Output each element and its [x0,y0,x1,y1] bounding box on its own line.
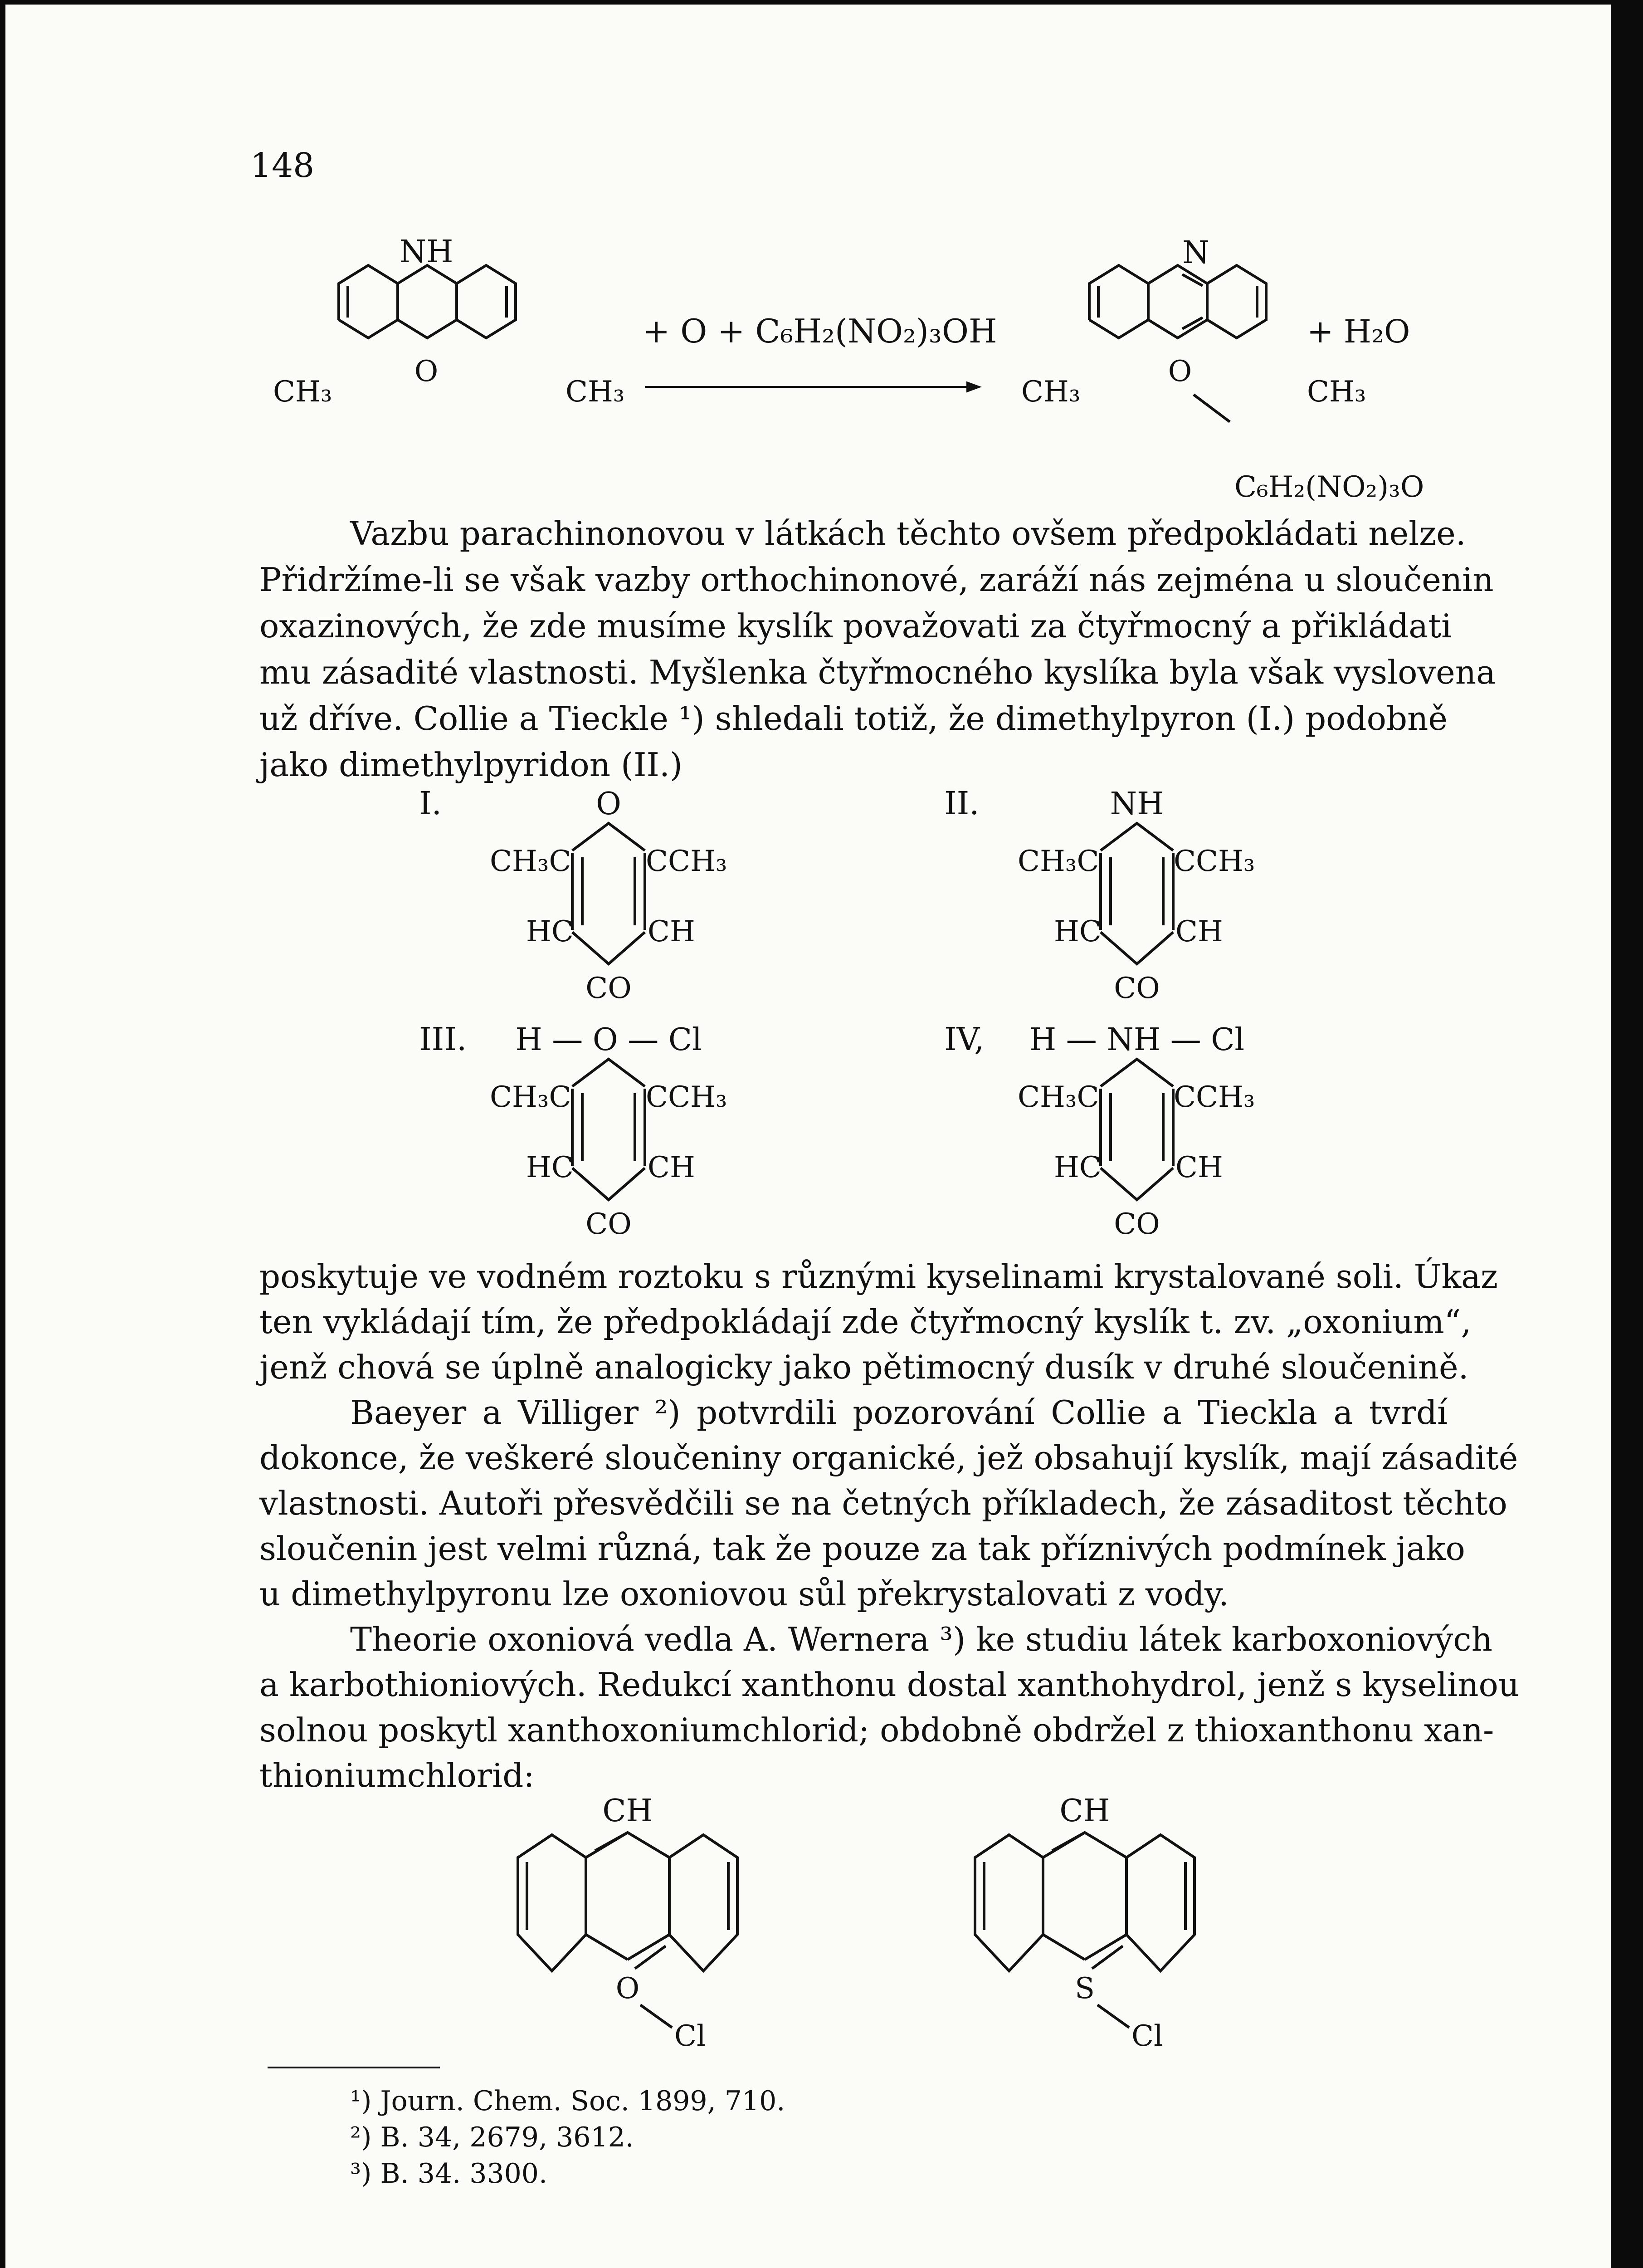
anion: Cl [674,2019,706,2053]
footnote-mark: ²) [350,2121,372,2153]
text-line: thioniumchlorid: [259,1756,535,1794]
ring-right: CCH₃ [1174,845,1255,878]
structure-label: I. [419,785,442,822]
ring-top: CH [1059,1793,1110,1829]
text-line: Vazbu parachinonovou v látkách těchto ovšem předpokládati nelze. [350,514,1466,552]
thioxanthonium-chloride [975,1793,1194,2053]
ring-left: CH₃C [1018,1080,1099,1114]
ring-hl: HC [1054,1151,1102,1184]
left-top-atom: NH [399,234,453,270]
footnote-1 [350,2087,785,2115]
ring-hr: CH [1175,1151,1223,1184]
ring-left: CH₃C [1018,845,1099,878]
ring-top: NH [1110,786,1164,822]
text-line: mu zásadité vlastnosti. Myšlenka čtyřmocného kyslíka byla však vyslovena [259,653,1496,691]
footnote-3 [350,2158,548,2190]
text-line: a karbothioniových. Redukcí xanthonu dostal xanthohydrol, jenž s kyselinou [259,1666,1520,1704]
structure-label: III. [419,1021,467,1058]
left-bottom-atom: O [414,355,439,388]
right-top-atom: N [1182,235,1209,271]
ring-left: CH₃C [490,845,571,878]
hetero-atom: S [1075,1972,1095,2005]
left-ch3-right: CH₃ [566,375,625,409]
text-line: ten vykládají tím, že předpokládají zde čtyřmocný kyslík t. zv. „oxonium“, [259,1303,1472,1341]
text-line: u dimethylpyronu lze oxoniovou sůl překrystalovati z vody. [259,1575,1229,1613]
right-ch3-left: CH₃ [1021,375,1081,409]
text-line: jako dimethylpyridon (II.) [259,746,683,784]
footnote-mark: ¹) [350,2085,372,2117]
page-number: 148 [250,146,315,185]
right-bottom-atom: O [1168,355,1192,388]
ring-bottom: CO [1114,1207,1160,1241]
text-line: poskytuje ve vodném roztoku s různými kyselinami krystalované soli. Úkaz [259,1257,1498,1295]
ring-bottom: CO [585,972,632,1005]
ring-top: O [596,786,621,822]
structure-label: IV, [944,1021,985,1058]
text-line: vlastnosti. Autoři přesvědčili se na četných příkladech, že zásaditost těchto [259,1484,1507,1522]
ring-right: CCH₃ [646,1080,727,1114]
text-line: Baeyer a Villiger ²) potvrdili pozorování Collie a Tieckla a tvrdí [350,1393,1448,1432]
text-line: jenž chová se úplně analogicky jako pětimocný dusík v druhé sloučenině. [259,1348,1469,1386]
text-line: Theorie oxoniová vedla A. Wernera ³) ke studiu látek karboxoniových [350,1620,1492,1658]
footnote-text: B. 34. 3300. [380,2158,548,2190]
xanthene-structures [5,5,1611,2268]
footnote-text: Journ. Chem. Soc. 1899, 710. [380,2085,785,2117]
page-sheet [5,5,1611,2268]
ring-right: CCH₃ [646,845,727,878]
text-line: oxazinových, že zde musíme kyslík považovati za čtyřmocný a přikládati [259,607,1452,645]
ring-hr: CH [648,915,695,948]
ring-right: CCH₃ [1174,1080,1255,1114]
byproduct: + H₂O [1307,313,1410,350]
ring-hl: HC [1054,915,1102,948]
ring-bottom: CO [1114,972,1160,1005]
structure-label: II. [944,785,980,822]
text-line: sloučenin jest velmi různá, tak že pouze za tak příznivých podmínek jako [259,1530,1465,1568]
footnote-2 [350,2121,634,2153]
reagent: + O + C₆H₂(NO₂)₃OH [643,312,997,350]
text-line: Přidržíme-li se však vazby orthochinonové, zaráží nás zejména u sloučenin [259,561,1494,599]
ring-top: CH [602,1793,653,1829]
footnote-text: B. 34, 2679, 3612. [380,2121,634,2153]
anion: Cl [1131,2019,1163,2053]
left-ch3-left: CH₃ [273,375,332,409]
ring-left: CH₃C [490,1080,571,1114]
ring-hr: CH [648,1151,695,1184]
ring-hl: HC [526,1151,574,1184]
text-line: solnou poskytl xanthoxoniumchlorid; obdobně obdržel z thioxanthonu xan- [259,1711,1494,1749]
ring-hr: CH [1175,915,1223,948]
right-ch3-right: CH₃ [1307,375,1366,409]
hetero-atom: O [615,1972,640,2005]
picrate-ester: C₆H₂(NO₂)₃O [1234,470,1424,504]
text-line: už dříve. Collie a Tieckle ¹) shledali totiž, že dimethylpyron (I.) podobně [259,699,1448,738]
ring-top: H — NH — Cl [1029,1022,1245,1058]
ring-hl: HC [526,915,574,948]
xanthoxonium-chloride [518,1793,737,2053]
text-line: dokonce, že veškeré sloučeniny organické, jež obsahují kyslík, mají zásadité [259,1439,1518,1477]
footnote-mark: ³) [350,2158,372,2190]
ring-top: H — O — Cl [515,1022,702,1058]
ring-bottom: CO [585,1207,632,1241]
